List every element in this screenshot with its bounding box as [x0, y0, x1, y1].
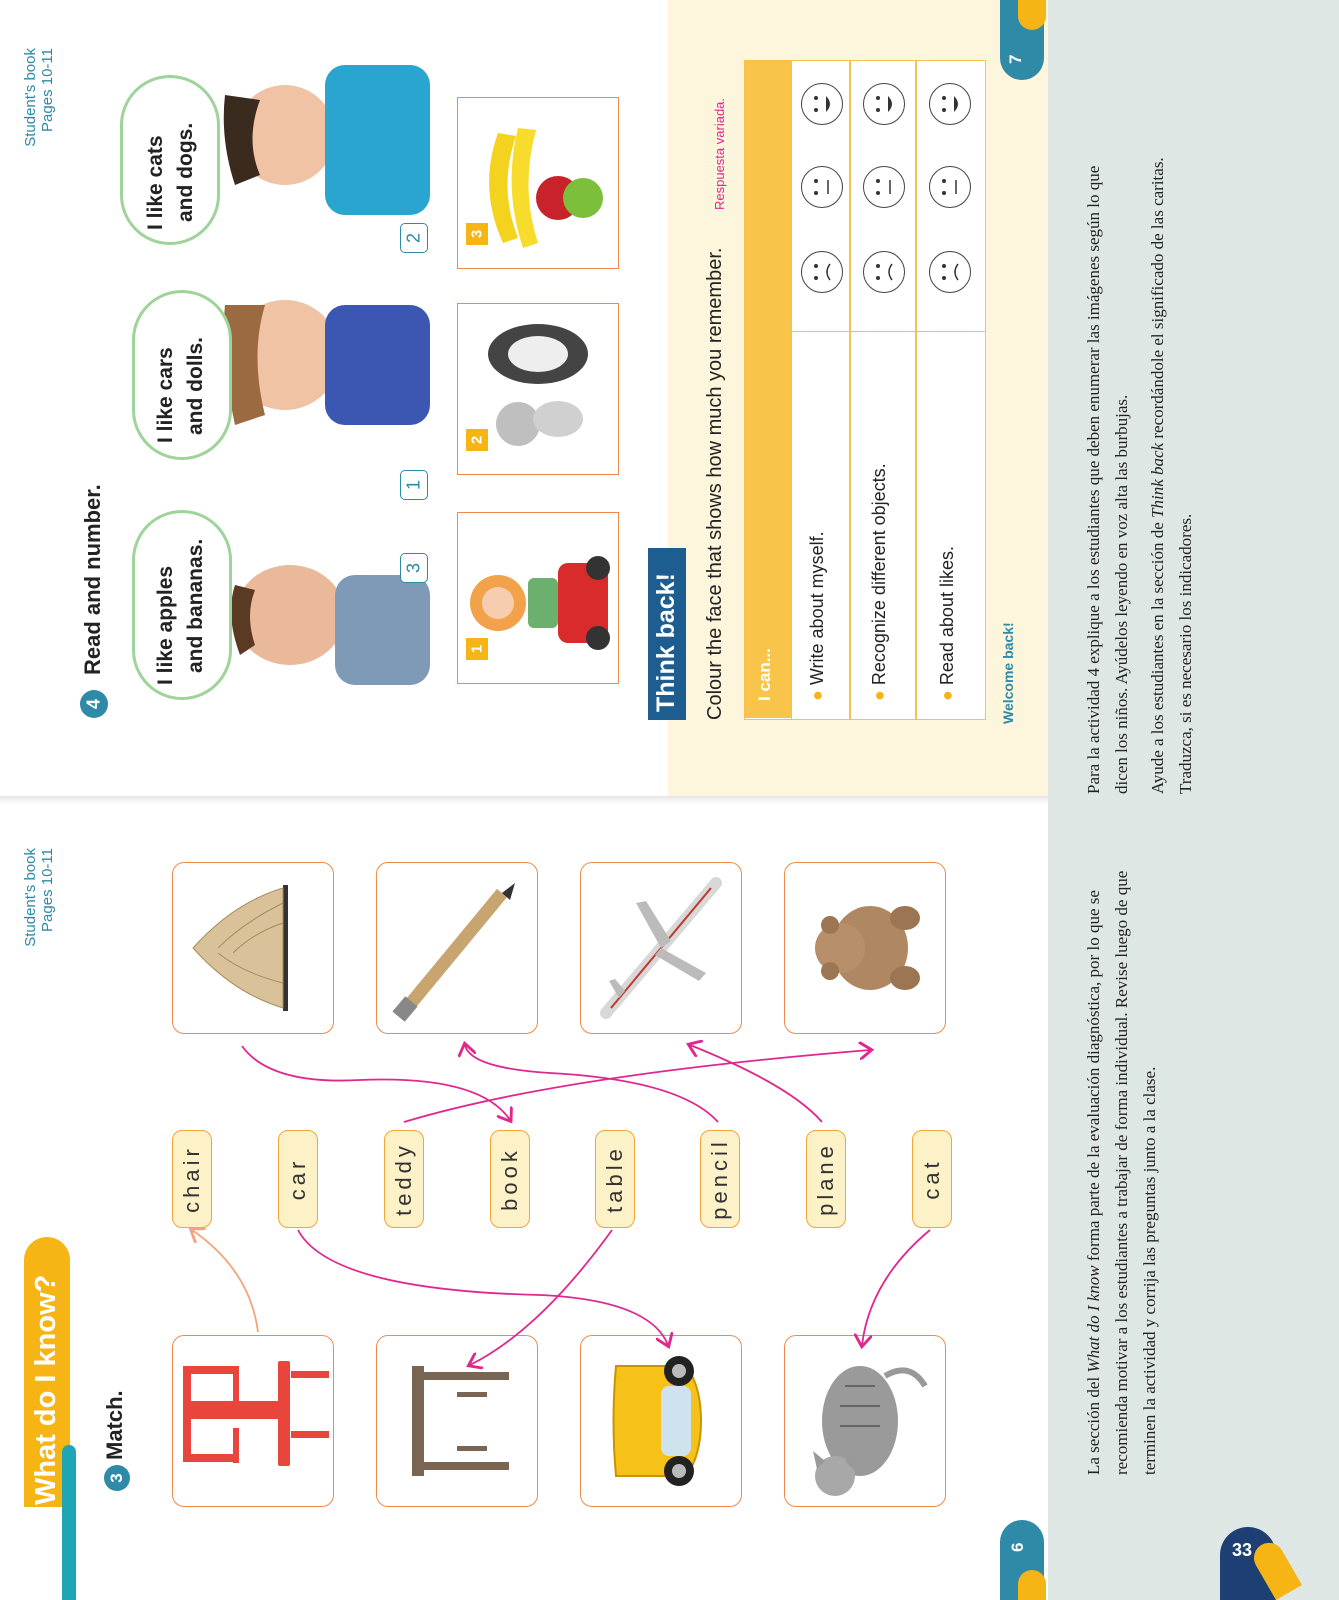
- picture-table[interactable]: [376, 1335, 538, 1507]
- face-sad-3[interactable]: [929, 251, 971, 293]
- page-spine: [0, 796, 1048, 804]
- bubble-3-line2: and dogs.: [174, 122, 197, 222]
- header-line2: Pages 10-11: [39, 848, 56, 932]
- word-pencil[interactable]: pencil: [700, 1130, 740, 1228]
- match-line-plane: [690, 1045, 822, 1122]
- exercise-instruction: Match.: [102, 1390, 127, 1460]
- face-neutral-3[interactable]: [929, 166, 971, 208]
- student-book-label-right: [22, 48, 56, 178]
- photo-1: 1: [457, 512, 619, 684]
- word-table[interactable]: table: [595, 1130, 635, 1228]
- teddy-image: [785, 863, 945, 1033]
- think-back-title: Think back!: [652, 573, 680, 712]
- exercise-instruction: Read and number.: [80, 484, 105, 675]
- picture-plane[interactable]: [580, 862, 742, 1034]
- word-chair[interactable]: chair: [172, 1130, 212, 1228]
- child-3: [224, 65, 430, 215]
- picture-chair[interactable]: [172, 1335, 334, 1507]
- plane-image: [581, 863, 741, 1033]
- word-cat[interactable]: cat: [912, 1130, 952, 1228]
- face-sad-1[interactable]: [801, 251, 843, 293]
- bubble-2-line2: and dolls.: [184, 336, 207, 435]
- word-book[interactable]: book: [490, 1130, 530, 1228]
- match-line-cat: [862, 1230, 930, 1345]
- table-header: [745, 61, 791, 718]
- header-line2: Pages 10-11: [39, 48, 56, 132]
- match-line-chair: [192, 1230, 258, 1332]
- answer-note: Respuesta variada.: [712, 97, 727, 210]
- picture-cat[interactable]: [784, 1335, 946, 1507]
- match-line-teddy: [404, 1050, 870, 1122]
- bubble-2-line1: I like cars: [154, 347, 177, 443]
- child-1: [231, 565, 430, 685]
- guide-text-left: La sección del What do I know forma parte de la evaluación diagnóstica, por lo que se recomienda motivar a los estudiantes a trabajar de forma individual. Revise luego de que terminen la actividad y corrija las preguntas junto a la clase.: [1084, 870, 1159, 1475]
- car-image: [581, 1336, 741, 1506]
- face-neutral-2[interactable]: [863, 166, 905, 208]
- bubble-1-line1: I like apples: [154, 565, 177, 685]
- face-sad-2[interactable]: [863, 251, 905, 293]
- child-2: [224, 300, 430, 425]
- left-page: [0, 800, 1048, 1600]
- speech-bubble-3: [120, 75, 220, 245]
- chair-image: [173, 1336, 333, 1506]
- answer-box-3[interactable]: 2: [400, 223, 428, 253]
- match-line-car: [298, 1230, 668, 1345]
- photo-2: 2: [457, 303, 619, 475]
- face-neutral-1[interactable]: [801, 166, 843, 208]
- can-row-2: ● Recognize different objects.: [869, 463, 889, 701]
- photo-3: 3: [457, 97, 619, 269]
- word-car[interactable]: car: [278, 1130, 318, 1228]
- think-back-instruction: Colour the face that shows how much you remember.: [704, 247, 726, 720]
- speech-bubble-2: [132, 290, 232, 460]
- word-plane[interactable]: plane: [806, 1130, 846, 1228]
- header-line1: Student's book: [22, 48, 39, 147]
- page-number-7: 7: [1006, 54, 1025, 64]
- face-happy-3[interactable]: [929, 83, 971, 125]
- table-header-text: I can...: [755, 648, 774, 701]
- picture-book[interactable]: [172, 862, 334, 1034]
- student-book-label: [22, 848, 56, 978]
- can-row-1: ● Write about myself.: [807, 531, 827, 701]
- can-row-3: ● Read about likes.: [937, 546, 957, 701]
- welcome-back-footer: Welcome back!: [1000, 622, 1016, 724]
- picture-pencil[interactable]: [376, 862, 538, 1034]
- speech-bubble-1: [132, 510, 232, 700]
- exercise-number-badge: 4: [80, 690, 108, 718]
- word-teddy[interactable]: teddy: [384, 1130, 424, 1228]
- guide-text-right: [1080, 154, 1200, 794]
- cat-image: [785, 1336, 945, 1506]
- book-image: [173, 863, 333, 1033]
- answer-box-1[interactable]: 3: [400, 553, 428, 583]
- title-banner-accent: [62, 1445, 76, 1600]
- page-title: What do I know?: [30, 1274, 62, 1505]
- page-number-accent-7: [1018, 0, 1046, 30]
- guide-paragraph-2: Ayude a los estudiantes en la sección de Think back recordándole el significado de las caritas. Traduzca, si es necesario los indicadores.: [1148, 157, 1195, 794]
- face-happy-1[interactable]: [801, 83, 843, 125]
- face-happy-2[interactable]: [863, 83, 905, 125]
- picture-teddy[interactable]: [784, 862, 946, 1034]
- picture-car[interactable]: [580, 1335, 742, 1507]
- right-page: [0, 0, 1048, 800]
- page-number-accent-6: [1018, 1570, 1046, 1600]
- bubble-3-line1: I like cats: [144, 135, 167, 230]
- pencil-image: [377, 863, 537, 1033]
- answer-box-2[interactable]: 1: [400, 470, 428, 500]
- bubble-1-line2: and bananas.: [184, 538, 207, 673]
- match-line-book: [242, 1046, 510, 1120]
- folio-number: 33: [1232, 1540, 1253, 1560]
- page-number-6: 6: [1008, 1542, 1027, 1552]
- match-line-pencil: [465, 1045, 718, 1122]
- table-image: [377, 1336, 537, 1506]
- header-line1: Student's book: [22, 848, 39, 947]
- self-assessment-table: [744, 60, 986, 720]
- guide-paragraph-1: Para la actividad 4 explique a los estudiantes que deben enumerar las imágenes según lo que dicen los niños. Ayúdelos leyendo en voz alta las burbujas.: [1084, 165, 1131, 794]
- exercise-number-badge: 3: [104, 1465, 130, 1491]
